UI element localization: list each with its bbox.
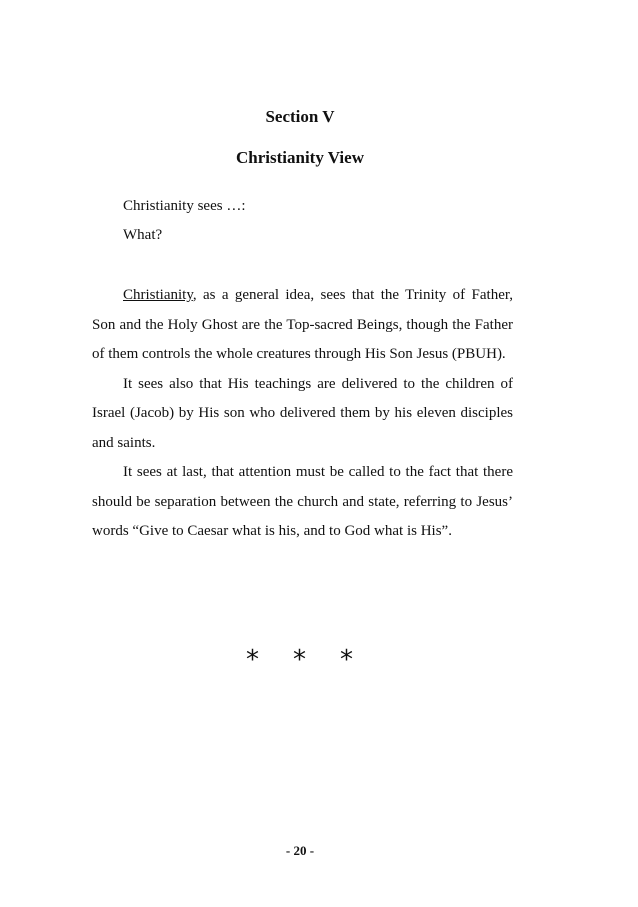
section-title: Christianity View xyxy=(236,148,364,167)
asterisk-icon: * xyxy=(293,645,306,675)
intro-line: Christianity sees …: xyxy=(123,198,246,214)
body-text xyxy=(92,281,513,547)
section-heading: Section V xyxy=(265,107,335,126)
paragraph-3: It sees at last, that attention must be called to the fact that there should be separation between the church and state, referring to Jesus’ words “Give to Caesar what is his, and to God what is His”. xyxy=(92,464,513,539)
underlined-term: Christianity xyxy=(123,287,193,303)
paragraph-1-text: , as a general idea, sees that the Trinity of Father, Son and the Holy Ghost are the Top-sacred Beings, though the Father of them controls the whole creatures through His Son Jesus (PBUH). xyxy=(92,287,513,362)
asterisk-icon: * xyxy=(246,645,259,675)
paragraph-1 xyxy=(92,281,513,370)
asterisk-icon: * xyxy=(340,645,353,675)
paragraph-2: It sees also that His teachings are delivered to the children of Israel (Jacob) by His son who delivered them by his eleven disciples and saints. xyxy=(92,375,513,451)
intro-question: What? xyxy=(123,227,163,243)
page-number: - 20 - xyxy=(285,843,315,858)
